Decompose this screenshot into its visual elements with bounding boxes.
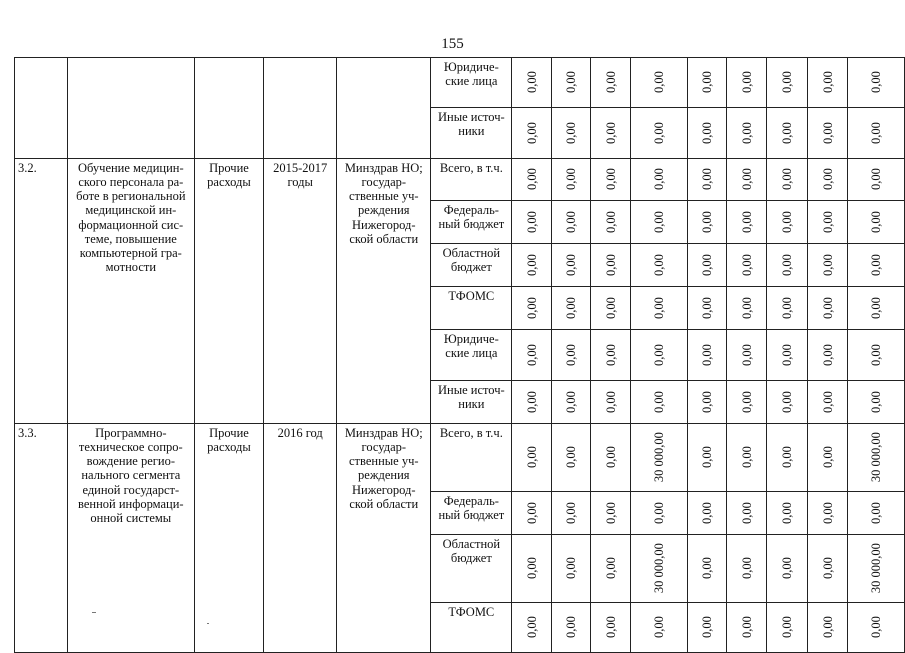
empty-cell (15, 58, 68, 159)
amount-value: 0,00 (739, 502, 754, 524)
amount-value: 0,00 (603, 297, 618, 319)
amount-cell (630, 58, 687, 108)
amount-cell (512, 201, 552, 244)
amount-value: 0,00 (603, 616, 618, 639)
amount-value: 0,00 (820, 616, 835, 639)
amount-cell (687, 159, 727, 201)
amount-value: 0,00 (868, 71, 883, 94)
funding-source: Юридиче-ские лица (431, 330, 512, 381)
amount-value: 0,00 (868, 344, 883, 366)
amount-value: 0,00 (868, 168, 883, 191)
amount-cell (727, 492, 767, 535)
amount-cell (727, 287, 767, 330)
amount-cell (551, 201, 591, 244)
funding-source: Юридиче-ские лица (431, 58, 512, 108)
implementation-period: 2016 год (264, 424, 337, 653)
table-row (15, 58, 905, 108)
amount-value: 0,00 (780, 254, 795, 276)
amount-cell (512, 492, 552, 535)
amount-cell (630, 201, 687, 244)
amount-cell (847, 330, 904, 381)
amount-cell (512, 287, 552, 330)
amount-cell (512, 381, 552, 424)
table-row (15, 424, 905, 492)
amount-cell (727, 244, 767, 287)
amount-value: 0,00 (820, 391, 835, 413)
amount-value: 0,00 (739, 557, 754, 580)
executor: Минздрав НО; государ-ственные уч-реждения Нижегород-ской области (337, 159, 431, 424)
amount-value: 0,00 (739, 616, 754, 639)
amount-cell (630, 108, 687, 159)
amount-cell (808, 535, 848, 603)
amount-value: 0,00 (524, 168, 539, 191)
amount-cell (591, 244, 631, 287)
amount-value: 0,00 (564, 502, 579, 524)
amount-value: 0,00 (651, 297, 666, 319)
amount-value: 0,00 (820, 168, 835, 191)
amount-value: 0,00 (780, 71, 795, 94)
amount-value: 0,00 (739, 122, 754, 144)
table-row (15, 159, 905, 201)
amount-value: 0,00 (700, 168, 715, 191)
amount-value: 0,00 (780, 122, 795, 144)
scan-mark (207, 623, 209, 624)
amount-cell (630, 159, 687, 201)
amount-cell (687, 603, 727, 653)
amount-value: 0,00 (700, 446, 715, 469)
amount-cell (808, 492, 848, 535)
amount-cell (551, 108, 591, 159)
amount-cell (551, 244, 591, 287)
amount-value: 0,00 (700, 71, 715, 94)
amount-value: 0,00 (700, 211, 715, 233)
funding-source: Федераль-ный бюджет (431, 201, 512, 244)
amount-value: 0,00 (700, 391, 715, 413)
amount-value: 0,00 (651, 344, 666, 366)
item-name: Программно-техническое сопро-вождение регио-нального сегмента единой государст-венной информаци-онной системы (67, 424, 194, 653)
amount-cell (808, 381, 848, 424)
funding-source: ТФОМС (431, 603, 512, 653)
amount-cell (687, 330, 727, 381)
amount-value: 0,00 (700, 502, 715, 524)
amount-cell (551, 381, 591, 424)
amount-value: 0,00 (564, 297, 579, 319)
amount-value: 0,00 (700, 122, 715, 144)
amount-cell (630, 381, 687, 424)
funding-source: Иные источ-ники (431, 108, 512, 159)
amount-cell (630, 287, 687, 330)
amount-value: 30 000,00 (651, 432, 666, 483)
amount-cell (512, 58, 552, 108)
amount-cell (591, 108, 631, 159)
amount-cell (512, 603, 552, 653)
amount-cell (808, 108, 848, 159)
amount-cell (766, 287, 807, 330)
amount-value: 0,00 (603, 344, 618, 366)
amount-value: 0,00 (780, 502, 795, 524)
amount-cell (687, 492, 727, 535)
amount-value: 0,00 (780, 297, 795, 319)
amount-value: 0,00 (524, 254, 539, 276)
amount-value: 0,00 (820, 211, 835, 233)
amount-value: 0,00 (820, 297, 835, 319)
amount-value: 0,00 (780, 344, 795, 366)
amount-cell (727, 201, 767, 244)
amount-cell (766, 159, 807, 201)
amount-value: 0,00 (651, 122, 666, 144)
amount-cell (847, 492, 904, 535)
amount-value: 0,00 (603, 211, 618, 233)
amount-value: 0,00 (564, 71, 579, 94)
amount-value: 0,00 (564, 254, 579, 276)
expense-type: Прочие расходы (194, 159, 263, 424)
amount-value: 30 000,00 (868, 432, 883, 483)
amount-cell (808, 287, 848, 330)
amount-cell (591, 159, 631, 201)
amount-cell (687, 244, 727, 287)
amount-value: 0,00 (651, 502, 666, 524)
amount-value: 0,00 (780, 557, 795, 580)
amount-cell (727, 424, 767, 492)
amount-cell (512, 108, 552, 159)
amount-cell (630, 244, 687, 287)
empty-cell (194, 58, 263, 159)
expense-type: Прочие расходы (194, 424, 263, 653)
amount-cell (687, 381, 727, 424)
amount-value: 0,00 (820, 71, 835, 94)
amount-value: 0,00 (700, 297, 715, 319)
amount-value: 0,00 (780, 391, 795, 413)
amount-value: 0,00 (524, 211, 539, 233)
amount-cell (630, 424, 687, 492)
amount-value: 0,00 (820, 557, 835, 580)
amount-value: 0,00 (739, 297, 754, 319)
amount-value: 0,00 (820, 344, 835, 366)
amount-cell (766, 58, 807, 108)
amount-value: 0,00 (651, 254, 666, 276)
amount-cell (727, 535, 767, 603)
amount-value: 0,00 (524, 71, 539, 94)
amount-cell (551, 58, 591, 108)
amount-cell (591, 287, 631, 330)
amount-value: 0,00 (868, 502, 883, 524)
amount-value: 0,00 (780, 446, 795, 469)
amount-value: 0,00 (700, 557, 715, 580)
amount-cell (808, 58, 848, 108)
amount-value: 0,00 (651, 391, 666, 413)
amount-cell (847, 603, 904, 653)
amount-value: 0,00 (524, 616, 539, 639)
amount-value: 0,00 (603, 168, 618, 191)
amount-cell (687, 535, 727, 603)
amount-value: 0,00 (564, 391, 579, 413)
amount-value: 30 000,00 (651, 543, 666, 594)
amount-cell (766, 535, 807, 603)
amount-cell (591, 424, 631, 492)
amount-cell (727, 330, 767, 381)
amount-value: 0,00 (820, 122, 835, 144)
amount-value: 0,00 (820, 446, 835, 469)
amount-cell (847, 58, 904, 108)
amount-value: 0,00 (868, 122, 883, 144)
amount-cell (766, 603, 807, 653)
amount-cell (808, 159, 848, 201)
amount-value: 0,00 (700, 254, 715, 276)
amount-cell (551, 492, 591, 535)
amount-cell (808, 201, 848, 244)
amount-value: 0,00 (739, 446, 754, 469)
amount-value: 0,00 (739, 211, 754, 233)
funding-source: Всего, в т.ч. (431, 159, 512, 201)
amount-cell (551, 424, 591, 492)
funding-source: Областной бюджет (431, 244, 512, 287)
item-name: Обучение медицин-ского персонала ра-боте в региональной медицинской ин-формационной сис-теме, повышение компьютерной гра-мотности (67, 159, 194, 424)
amount-cell (551, 330, 591, 381)
implementation-period: 2015-2017 годы (264, 159, 337, 424)
amount-cell (687, 424, 727, 492)
amount-cell (847, 108, 904, 159)
amount-cell (727, 108, 767, 159)
amount-value: 0,00 (603, 71, 618, 94)
amount-cell (847, 159, 904, 201)
amount-cell (551, 159, 591, 201)
amount-value: 0,00 (564, 168, 579, 191)
amount-value: 0,00 (780, 616, 795, 639)
amount-cell (591, 603, 631, 653)
funding-source: Всего, в т.ч. (431, 424, 512, 492)
amount-value: 0,00 (564, 557, 579, 580)
amount-cell (847, 381, 904, 424)
amount-value: 0,00 (868, 254, 883, 276)
amount-cell (551, 603, 591, 653)
amount-value: 0,00 (564, 344, 579, 366)
amount-value: 0,00 (700, 616, 715, 639)
amount-value: 0,00 (651, 71, 666, 94)
amount-value: 0,00 (739, 168, 754, 191)
amount-cell (512, 244, 552, 287)
amount-cell (591, 492, 631, 535)
amount-cell (766, 492, 807, 535)
amount-cell (847, 244, 904, 287)
amount-cell (591, 535, 631, 603)
amount-value: 0,00 (700, 344, 715, 366)
amount-cell (727, 159, 767, 201)
amount-value: 0,00 (739, 344, 754, 366)
amount-cell (847, 535, 904, 603)
amount-value: 0,00 (524, 557, 539, 580)
amount-value: 0,00 (780, 211, 795, 233)
amount-cell (727, 381, 767, 424)
item-number: 3.3. (15, 424, 68, 653)
amount-cell (766, 330, 807, 381)
amount-value: 0,00 (651, 616, 666, 639)
amount-cell (766, 201, 807, 244)
amount-value: 0,00 (603, 391, 618, 413)
amount-value: 0,00 (739, 391, 754, 413)
amount-value: 0,00 (868, 211, 883, 233)
amount-value: 0,00 (524, 122, 539, 144)
amount-value: 0,00 (868, 297, 883, 319)
amount-cell (630, 492, 687, 535)
amount-cell (847, 287, 904, 330)
amount-cell (630, 535, 687, 603)
amount-cell (512, 424, 552, 492)
amount-cell (687, 287, 727, 330)
amount-cell (512, 535, 552, 603)
amount-value: 0,00 (564, 211, 579, 233)
amount-cell (512, 159, 552, 201)
amount-cell (766, 108, 807, 159)
scan-mark (92, 612, 96, 613)
amount-cell (766, 424, 807, 492)
amount-cell (687, 108, 727, 159)
amount-value: 0,00 (603, 502, 618, 524)
amount-cell (687, 58, 727, 108)
amount-value: 0,00 (603, 122, 618, 144)
amount-cell (847, 424, 904, 492)
empty-cell (337, 58, 431, 159)
amount-value: 0,00 (603, 446, 618, 469)
amount-value: 30 000,00 (868, 543, 883, 594)
funding-source: Федераль-ный бюджет (431, 492, 512, 535)
funding-source: Иные источ-ники (431, 381, 512, 424)
empty-cell (264, 58, 337, 159)
executor: Минздрав НО; государ-ственные уч-реждения Нижегород-ской области (337, 424, 431, 653)
amount-value: 0,00 (524, 446, 539, 469)
amount-value: 0,00 (651, 168, 666, 191)
item-number: 3.2. (15, 159, 68, 424)
amount-cell (591, 381, 631, 424)
amount-value: 0,00 (820, 502, 835, 524)
amount-cell (847, 201, 904, 244)
amount-cell (591, 58, 631, 108)
amount-value: 0,00 (780, 168, 795, 191)
funding-source: Областной бюджет (431, 535, 512, 603)
amount-cell (630, 603, 687, 653)
funding-source: ТФОМС (431, 287, 512, 330)
amount-cell (808, 330, 848, 381)
amount-value: 0,00 (603, 557, 618, 580)
amount-cell (766, 244, 807, 287)
amount-cell (687, 201, 727, 244)
amount-cell (808, 244, 848, 287)
amount-value: 0,00 (524, 502, 539, 524)
amount-cell (727, 603, 767, 653)
amount-cell (591, 330, 631, 381)
amount-cell (591, 201, 631, 244)
amount-value: 0,00 (524, 297, 539, 319)
amount-value: 0,00 (564, 616, 579, 639)
amount-cell (512, 330, 552, 381)
amount-value: 0,00 (603, 254, 618, 276)
page-number: 155 (441, 36, 464, 52)
amount-value: 0,00 (524, 344, 539, 366)
amount-cell (727, 58, 767, 108)
amount-value: 0,00 (739, 254, 754, 276)
amount-value: 0,00 (564, 446, 579, 469)
amount-cell (808, 424, 848, 492)
amount-cell (551, 535, 591, 603)
amount-cell (766, 381, 807, 424)
amount-value: 0,00 (868, 391, 883, 413)
amount-value: 0,00 (820, 254, 835, 276)
financing-table (14, 57, 905, 653)
amount-value: 0,00 (868, 616, 883, 639)
amount-cell (808, 603, 848, 653)
amount-value: 0,00 (651, 211, 666, 233)
amount-value: 0,00 (739, 71, 754, 94)
amount-value: 0,00 (564, 122, 579, 144)
empty-cell (67, 58, 194, 159)
amount-cell (551, 287, 591, 330)
amount-cell (630, 330, 687, 381)
amount-value: 0,00 (524, 391, 539, 413)
